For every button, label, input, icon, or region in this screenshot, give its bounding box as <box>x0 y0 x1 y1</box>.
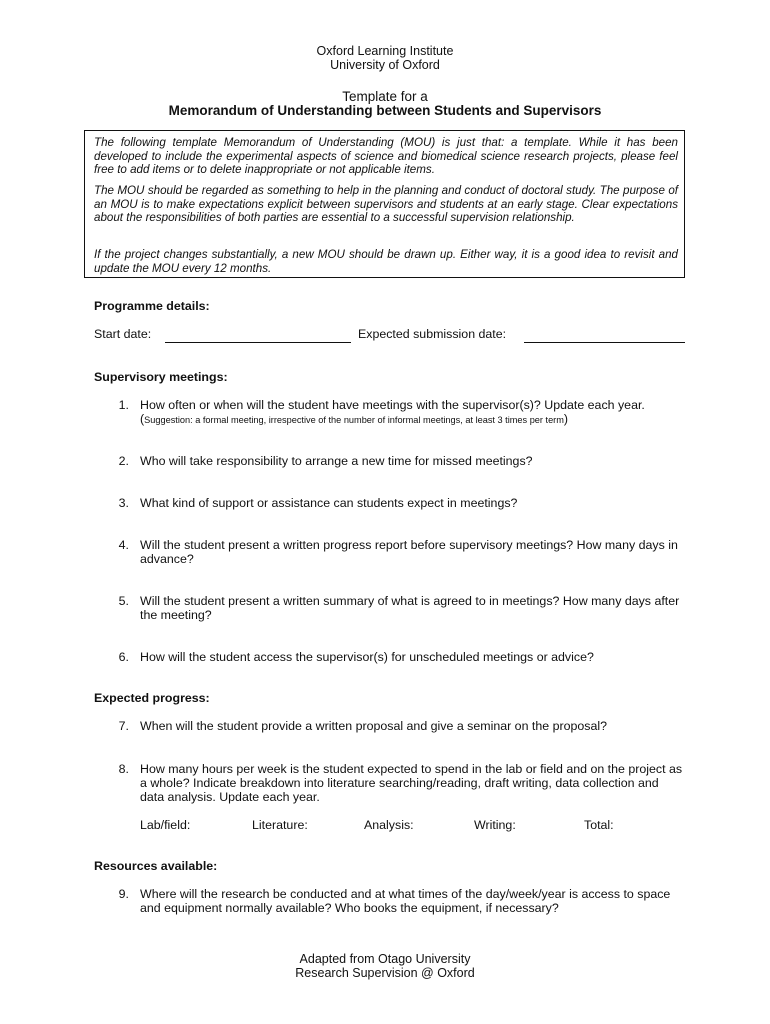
question-text: When will the student provide a written proposal and give a seminar on the proposal? <box>140 719 607 733</box>
submission-date-field[interactable] <box>524 342 685 343</box>
intro-paragraph-1: The following template Memorandum of Understanding (MOU) is just that: a template. While it has been developed to include the experimental aspects of science and biomedical science research projects, please feel free to add items or to delete inappropriate or not applicable items. <box>94 136 678 177</box>
institute-name: Oxford Learning Institute <box>316 44 454 58</box>
footer-source: Adapted from Otago University <box>299 952 471 966</box>
start-date-label: Start date: <box>94 327 152 341</box>
question-text: Where will the research be conducted and at what times of the day/week/year is access to space and equipment normally available? Who books the equipment, if necessary? <box>140 887 671 916</box>
question-text: Will the student present a written summary of what is agreed to in meetings? How many days after the meeting? <box>140 594 680 623</box>
question-number: 7. <box>118 719 129 733</box>
progress-heading: Expected progress: <box>94 691 210 705</box>
question-text: How many hours per week is the student expected to spend in the lab or field and on the project as a whole? Indicate breakdown into literature searching/reading, draft writing, data collection and data analysis. Update each year. <box>140 762 683 805</box>
question-text: Will the student present a written progress report before supervisory meetings? How many days in advance? <box>140 538 678 567</box>
suggestion-text: Suggestion: a formal meeting, irrespective of the number of informal meetings, at least 3 times per term <box>144 415 564 425</box>
template-for-label: Template for a <box>342 89 428 104</box>
question-number: 5. <box>118 594 129 608</box>
question-number: 9. <box>118 887 129 901</box>
start-date-field[interactable] <box>165 342 351 343</box>
literature-label: Literature: <box>252 818 308 832</box>
university-name: University of Oxford <box>330 58 440 72</box>
question-number: 8. <box>118 762 129 776</box>
intro-paragraph-3: If the project changes substantially, a new MOU should be drawn up. Either way, it is a good idea to revisit and update the MOU every 12 months. <box>94 248 678 275</box>
question-number: 1. <box>118 398 129 412</box>
suggestion-note: (Suggestion: a formal meeting, irrespective of the number of informal meetings, at least 3 times per term) <box>140 412 569 426</box>
question-text: What kind of support or assistance can students expect in meetings? <box>140 496 518 510</box>
supervisory-heading: Supervisory meetings: <box>94 370 228 384</box>
page-title: Memorandum of Understanding between Students and Supervisors <box>168 103 602 118</box>
programme-heading: Programme details: <box>94 299 210 313</box>
question-number: 6. <box>118 650 129 664</box>
resources-heading: Resources available: <box>94 859 218 873</box>
intro-paragraph-2: The MOU should be regarded as something to help in the planning and conduct of doctoral study. The purpose of an MOU is to make expectations explicit between supervisors and students at an early stage. Clear expectations about the responsibilities of both parties are essential to a successful supervision relationship. <box>94 184 678 225</box>
lab-field-label: Lab/field: <box>140 818 191 832</box>
writing-label: Writing: <box>474 818 516 832</box>
question-number: 4. <box>118 538 129 552</box>
total-label: Total: <box>584 818 614 832</box>
question-number: 3. <box>118 496 129 510</box>
question-number: 2. <box>118 454 129 468</box>
question-text: Who will take responsibility to arrange a new time for missed meetings? <box>140 454 533 468</box>
question-text: How will the student access the supervisor(s) for unscheduled meetings or advice? <box>140 650 594 664</box>
analysis-label: Analysis: <box>364 818 414 832</box>
question-text: How often or when will the student have meetings with the supervisor(s)? Update each year. <box>140 398 645 412</box>
submission-date-label: Expected submission date: <box>358 327 507 341</box>
footer-program: Research Supervision @ Oxford <box>295 966 475 980</box>
